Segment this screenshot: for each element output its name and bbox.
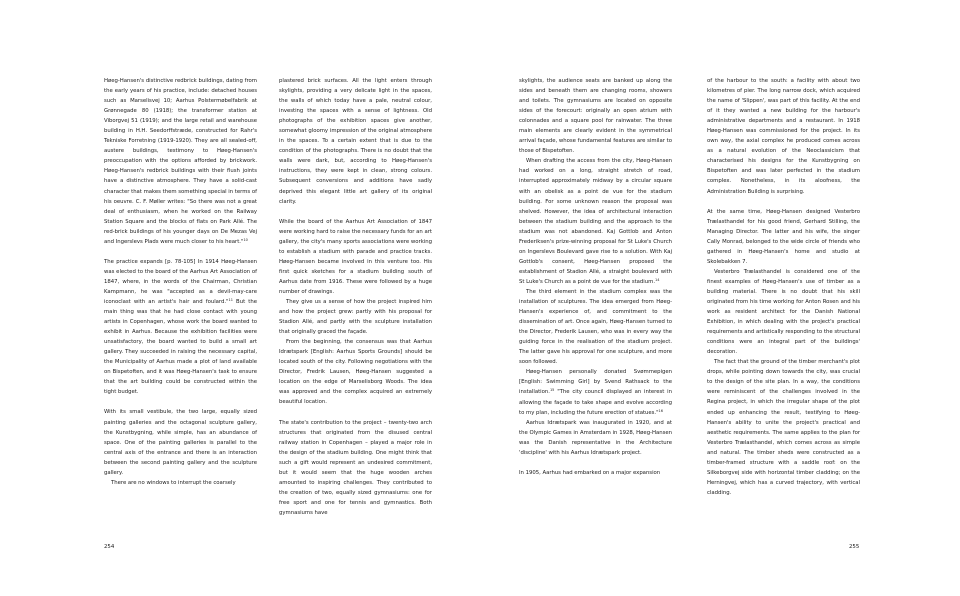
paragraph: Høeg-Hansen personally donated Svømmepigen [English: Swimming Girl] by Svend Rathsack to the installation.$^{15}$ "The city council displayed an interest in allowing the façade to take shape and evolve according to my plan, including the future erection of statues."$^{16}$ — [519, 369, 672, 416]
footnote-marker: 10 — [243, 237, 248, 242]
footnote-marker: 11 — [228, 297, 233, 302]
paragraph: The fact that the ground of the timber merchant's plot drops, while pointing down towards the city, was crucial to the design of the site plan. In a way, the conditions were reminiscent of the challenges involved in the Regina project, in which the irregular shape of the plot ended up enhancing the result, testifying to Høeg-Hansen's ability to unite the project's practical and aesthetic requirements. The same applies to the plan for Vesterbro Trælasthandel, which comes across as simple and natural. The timber sheds were constructed as a timber-framed structure with a saddle roof: on the Silkeborgvej side with horizontal timber cladding; on the Herningvej, which has a curved trajectory, with vertical cladding. — [707, 359, 860, 496]
paragraph: Høeg-Hansen's distinctive redbrick buildings, dating from the early years of his practice, include: detached houses such as Marselisvej 10; Aarhus Polstermøbelfabrik at Grønnegade 80 (1918); the transformer station at Viborgvej 51 (1919); and the large retail and warehouse building in H.H. Seedorffstræde, constructed for Rahr's Tekniske Forretning (1919-1920). They are all sealed-off, austere buildings, testimony to Høeg-Hansen's preoccupation with the options afforded by brickwork. Høeg-Hansen's redbrick buildings with their flush joints have a distinctive atmosphere. They have a solid-cast character that makes them something special in terms of his oeuvre. C. F. Møller writes: "So there was not a great deal of enthusiasm, when he worked on the Railway Station Square and the blocks of flats on Park Allé. The red-brick buildings of his younger days on De Mezas Vej and Ingerslevs Plads were much closer to his heart."$^{10}$ — [104, 78, 257, 245]
paragraph: In 1905, Aarhus had embarked on a major expansion — [519, 469, 661, 476]
page-number-right: 255 — [849, 544, 860, 550]
paragraph: The third element in the stadium complex was the installation of sculptures. The idea emerged from Høeg-Hansen's experience of, and commitment to the dissemination of art. Once again, Høeg-Hansen turned to the Director, Frederik Lausen, who was in every way the guiding force in the realisation of the stadium project. The latter gave his approval for one sculpture, and more soon followed. — [519, 288, 672, 366]
left-page-column-2 — [279, 76, 432, 518]
paragraph: skylights, the audience seats are banked up along the sides and beneath them are changing rooms, showers and toilets. The gymnasiums are located on opposite sides of the forecourt: originally an open atrium with colonnades and a square pool for rainwater. The three main elements are clearly evident in the symmetrical arrival façade, whose fundamental features are similar to those of Bispetoften. — [519, 78, 672, 155]
right-page — [480, 0, 960, 596]
paragraph: From the beginning, the consensus was that Aarhus Idrætspark [English: Aarhus Sports Grounds] should be located south of the city. Following negotiations with the Director, Fredrik Lausen, Høeg-Hansen suggested a location on the edge of Marselisborg Woods. The idea was approved and the complex acquired an extremely beautiful location. — [279, 339, 432, 406]
paragraph: The state's contribution to the project – twenty-two arch structures that originated from the disused central railway station in Copenhagen – played a major role in the design of the stadium building. One might think that such a gift would represent an undesired commitment, but it would seem that the huge wooden arches amounted to inspiring challenges. They contributed to the creation of two, equally sized gymnasiums: one for free sport and one for tennis and gymnastics. Both gymnasiums have — [279, 419, 432, 516]
paragraph: At the same time, Høeg-Hansen designed Vesterbro Trælasthandel for his good friend, Gerhard Stilling, the Managing Director. The latter and his wife, the singer Cally Monrad, belonged to the wide circle of friends who gathered in Høeg-Hansen's home and studio at Skolebakken 7. — [707, 208, 860, 265]
paragraph: With its small vestibule, the two large, equally sized painting galleries and the octagonal sculpture gallery, the Kunstbygning, while simple, has an abundance of space. One of the painting galleries is parallel to the central axis of the entrance and there is an interaction between the second painting gallery and the sculpture gallery. — [104, 409, 257, 476]
paragraph: There are no windows to interrupt the coarsely — [111, 479, 236, 486]
paragraph: plastered brick surfaces. All the light enters through skylights, providing a very delicate light in the spaces, the walls of which today have a pale, neutral colour, investing the spaces with a sense of lightness. Old photographs of the exhibition spaces give another, somewhat gloomy impression of the original atmosphere in the spaces. To a certain extent that is due to the condition of the photographs. There is no doubt that the walls were dark, but, according to Høeg-Hansen's instructions, they were kept in clean, strong colours. Subsequent conversions and additions have sadly deprived this elegant little art gallery of its original clarity. — [279, 78, 432, 205]
paragraph: Vesterbro Trælasthandel is considered one of the finest examples of Høeg-Hansen's use of timber as a building material. There is no doubt that his skill originated from his time working for Anton Rosen and his work as resident architect for the Danish National Exhibition, in which dealing with the project's practical requirements and artistically responding to the structural conditions were an integral part of the buildings' decoration. — [707, 268, 860, 356]
page-number-left: 254 — [104, 544, 115, 550]
right-page-column-2 — [707, 76, 860, 498]
footnote-marker: 16 — [658, 408, 663, 413]
paragraph: They give us a sense of how the project inspired him and how the project grew: partly with his proposal for Stadion Allé, and partly with the sculpture installation that originally graced the façade. — [279, 298, 432, 336]
right-page-column-1 — [519, 76, 672, 478]
paragraph: The practice expands [p. 78-105] In 1914 Høeg-Hansen was elected to the board of the Aarhus Art Association of 1847, where, in the words of the Chairman, Christian Kampmann, he was "accepted as a devil-may-care iconoclast with an artist's hair and foulard."$^{11}$ But the main thing was that he had close contact with young artists in Copenhagen, whose work the board wanted to exhibit in Aarhus. Because the exhibition facilities were unsatisfactory, the board wanted to build a small art gallery. They succeeded in raising the necessary capital, the Municipality of Aarhus made a plot of land available on Bispetoften, and it was Høeg-Hansen's task to ensure that the art building could be constructed within the tight budget. — [104, 258, 257, 396]
footnote-marker: 15 — [549, 388, 555, 393]
paragraph: of the harbour to the south: a facility with about two kilometres of pier. The long narrow dock, which acquired the name of 'Slippen', was part of this facility. At the end of it they wanted a new building for the harbour's administrative departments and a restaurant. In 1918 Høeg-Hansen was commissioned for the project. In its own way, the axial complex he produced comes across as a natural evolution of the Neoclassicism that characterised his designs for the Kunstbygning on Bispetoften and was later perfected in the stadium complex. Nonetheless, in its aloofness, the Administration Building is surprising. — [707, 78, 860, 195]
paragraph: Aarhus Idrætspark was inaugurated in 1920, and at the Olympic Games in Amsterdam in 1928, Høeg-Hansen was the Danish representative in the Architecture 'discipline' with his Aarhus Idrætspark project. — [519, 419, 672, 456]
paragraph: When drafting the access from the city, Høeg-Hansen had worked on a long, straight stretch of road, interrupted approximately midway by a circular square with an obelisk as a point de vue for the stadium building. For some unknown reason the proposal was shelved. However, the idea of architectural interaction between the stadium building and the approach to the stadium was not abandoned. Kaj Gottlob and Anton Frederiksen's prize-winning proposal for St Luke's Church on Ingerslevs Boulevard gave rise to a solution. With Kaj Gottlob's consent, Høeg-Hansen proposed the establishment of Stadion Allé, a straight boulevard with St Luke's Church as a point de vue for the stadium.$^{14}$ — [519, 158, 672, 285]
paragraph: While the board of the Aarhus Art Association of 1847 were working hard to raise the necessary funds for an art gallery, the city's many sports associations were working to establish a stadium with parade and practice tracks. Høeg-Hansen became involved in this venture too. His first quick sketches for a stadium building south of Aarhus date from 1916. These were followed by a huge number of drawings. — [279, 218, 432, 295]
footnote-marker: 14 — [655, 277, 660, 282]
left-page-column-1 — [104, 76, 257, 488]
